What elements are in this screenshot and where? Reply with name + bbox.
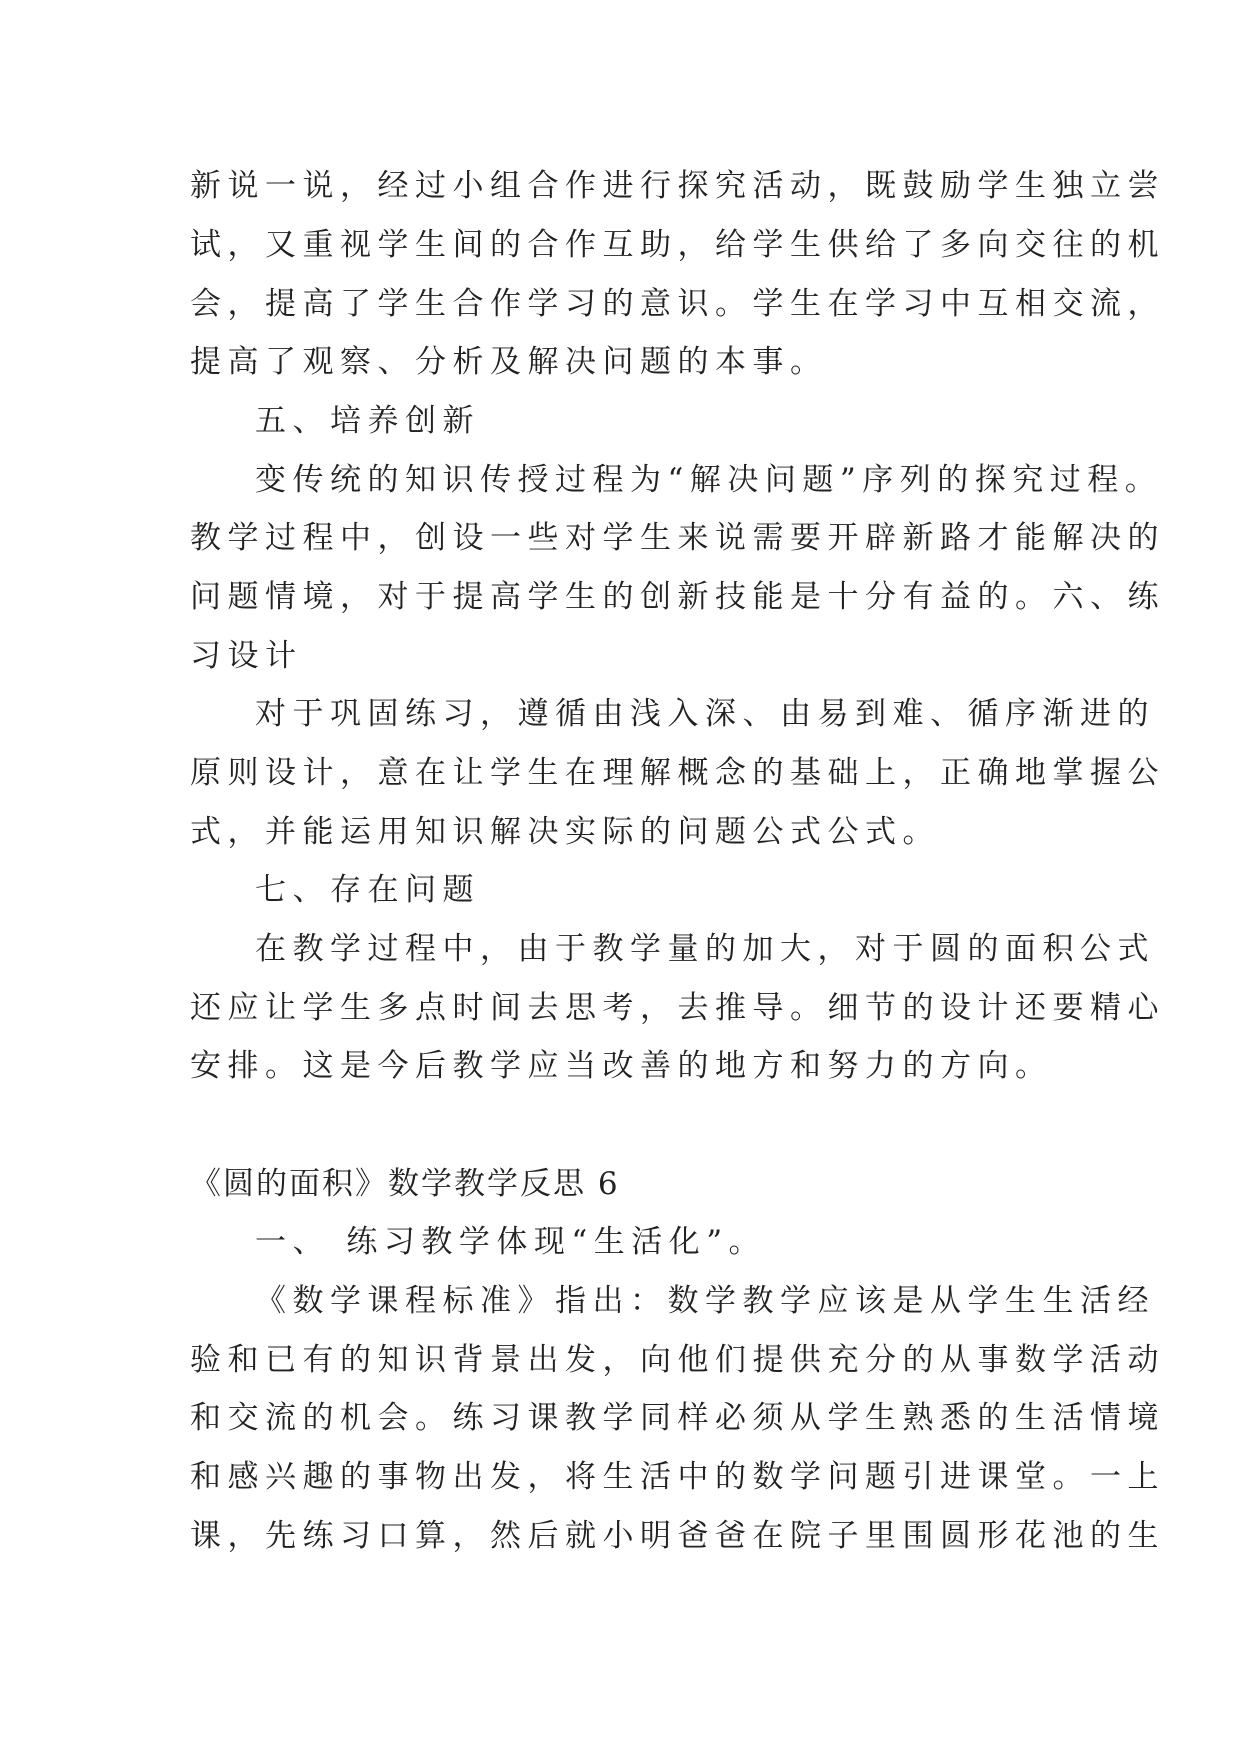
- text-line: 安排。这是今后教学应当改善的地方和努力的方向。: [190, 1048, 1053, 1084]
- text-line: 和交流的机会。练习课教学同样必须从学生熟悉的生活情境: [190, 1400, 1165, 1436]
- text-line: 变传统的知识传授过程为“解决问题”序列的探究过程。: [255, 462, 1163, 498]
- text-line: 和感兴趣的事物出发，将生活中的数学问题引进课堂。一上: [190, 1459, 1165, 1495]
- text-line: 会，提高了学生合作学习的意识。学生在学习中互相交流，: [190, 286, 1165, 322]
- section-heading: 一、 练习教学体现“生活化”。: [255, 1224, 767, 1260]
- text-line: 课，先练习口算，然后就小明爸爸在院子里围圆形花池的生: [190, 1518, 1165, 1554]
- text-line: 原则设计，意在让学生在理解概念的基础上，正确地掌握公: [190, 755, 1165, 791]
- text-line: 新说一说，经过小组合作进行探究活动，既鼓励学生独立尝: [190, 168, 1165, 204]
- article-title: 《圆的面积》数学教学反思 6: [190, 1166, 620, 1202]
- text-line: 在教学过程中，由于教学量的加大，对于圆的面积公式: [255, 931, 1155, 967]
- text-line: 式，并能运用知识解决实际的问题公式公式。: [190, 814, 940, 850]
- section-heading: 七、存在问题: [255, 872, 480, 908]
- text-line: 还应让学生多点时间去思考，去推导。细节的设计还要精心: [190, 990, 1165, 1026]
- section-heading: 五、培养创新: [255, 403, 480, 439]
- text-line: 问题情境，对于提高学生的创新技能是十分有益的。六、练: [190, 579, 1165, 615]
- text-line: 教学过程中，创设一些对学生来说需要开辟新路才能解决的: [190, 520, 1165, 556]
- text-line: 习设计: [190, 638, 303, 674]
- text-line: 试，又重视学生间的合作互助，给学生供给了多向交往的机: [190, 227, 1165, 263]
- text-line: 对于巩固练习，遵循由浅入深、由易到难、循序渐进的: [255, 696, 1155, 732]
- text-line: 《数学课程标准》指出：数学教学应该是从学生生活经: [255, 1283, 1155, 1319]
- text-line: 验和已有的知识背景出发，向他们提供充分的从事数学活动: [190, 1342, 1165, 1378]
- text-line: 提高了观察、分析及解决问题的本事。: [190, 344, 828, 380]
